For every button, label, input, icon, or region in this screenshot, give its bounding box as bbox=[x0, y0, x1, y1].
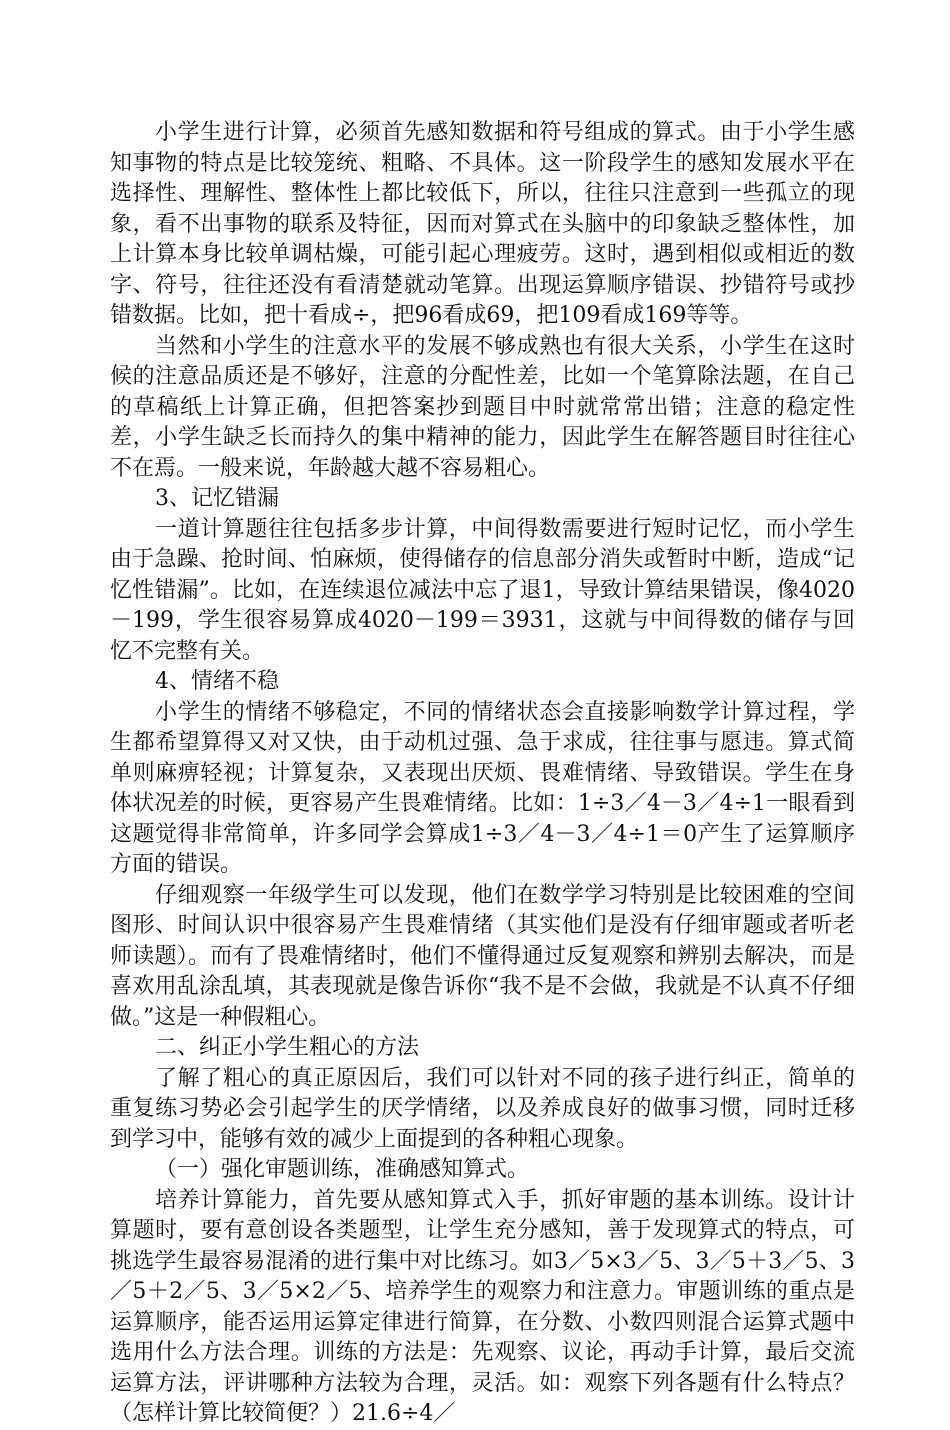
paragraph-review-training: 培养计算能力，首先要从感知算式入手，抓好审题的基本训练。设计计算题时，要有意创设各类题型，让学生充分感知，善于发现算式的特点，可挑选学生最容易混淆的进行集中对比练习。如3／5×3／5、3／5＋3／5、3／5＋2／5、3／5×2／5、培养学生的观察力和注意力。审题训练的重点是运算顺序，能否运用运算定律进行简算，在分数、小数四则混合运算式题中选用什么方法合理。训练的方法是：先观察、议论，再动手计算，最后交流运算方法，评讲哪种方法较为合理，灵活。如：观察下列各题有什么特点？（怎样计算比较简便？）21.6÷4／ bbox=[110, 1187, 855, 1426]
heading-correction-methods: 二、纠正小学生粗心的方法 bbox=[155, 1035, 420, 1060]
paragraph-memory: 一道计算题往往包括多步计算，中间得数需要进行短时记忆，而小学生由于急躁、抢时间、怕麻烦，使得储存的信息部分消失或暂时中断，造成“记忆性错漏”。比如，在连续退位减法中忘了退1，导致计算结果错误，像4020－199，学生很容易算成4020－199＝3931，这就与中间得数的储存与回忆不完整有关。 bbox=[110, 516, 855, 664]
paragraph-emotion: 小学生的情绪不够稳定，不同的情绪状态会直接影响数学计算过程，学生都希望算得又对又快，由于动机过强、急于求成，往往事与愿违。算式简单则麻痹轻视；计算复杂，又表现出厌烦、畏难情绪、导致错误。学生在身体状况差的时候，更容易产生畏难情绪。比如：1÷3／4－3／4÷1一眼看到这题觉得非常简单，许多同学会算成1÷3／4－3／4÷1＝0产生了运算顺序方面的错误。 bbox=[110, 699, 855, 877]
document-page bbox=[110, 118, 855, 1430]
paragraph-fake-carelessness: 仔细观察一年级学生可以发现，他们在数学学习特别是比较困难的空间图形、时间认识中很容易产生畏难情绪（其实他们是没有仔细审题或者听老师读题）。而有了畏难情绪时，他们不懂得通过反复观察和辨别去解决，而是喜欢用乱涂乱填，其表现就是像告诉你“我不是不会做，我就是不认真不仔细做。”这是一种假粗心。 bbox=[110, 882, 855, 1030]
heading-review-training: （一）强化审题训练，准确感知算式。 bbox=[155, 1157, 530, 1182]
heading-memory-errors: 3、记忆错漏 bbox=[155, 486, 279, 511]
paragraph-correction-intro: 了解了粗心的真正原因后，我们可以针对不同的孩子进行纠正，简单的重复练习势必会引起学生的厌学情绪，以及养成良好的做事习惯，同时迁移到学习中，能够有效的减少上面提到的各种粗心现象。 bbox=[110, 1065, 855, 1152]
heading-unstable-emotion: 4、情绪不稳 bbox=[155, 669, 279, 694]
paragraph-attention: 当然和小学生的注意水平的发展不够成熟也有很大关系，小学生在这时候的注意品质还是不够好，注意的分配性差，比如一个笔算除法题，在自己的草稿纸上计算正确，但把答案抄到题目中时就常常出错；注意的稳定性差，小学生缺乏长而持久的集中精神的能力，因此学生在解答题目时往往心不在焉。一般来说，年龄越大越不容易粗心。 bbox=[110, 333, 855, 481]
paragraph-perception: 小学生进行计算，必须首先感知数据和符号组成的算式。由于小学生感知事物的特点是比较笼统、粗略、不具体。这一阶段学生的感知发展水平在选择性、理解性、整体性上都比较低下，所以，往往只注意到一些孤立的现象，看不出事物的联系及特征，因而对算式在头脑中的印象缺乏整体性，加上计算本身比较单调枯燥，可能引起心理疲劳。这时，遇到相似或相近的数字、符号，往往还没有看清楚就动笔算。出现运算顺序错误、抄错符号或抄错数据。比如，把十看成÷，把96看成69，把109看成169等等。 bbox=[110, 120, 855, 328]
